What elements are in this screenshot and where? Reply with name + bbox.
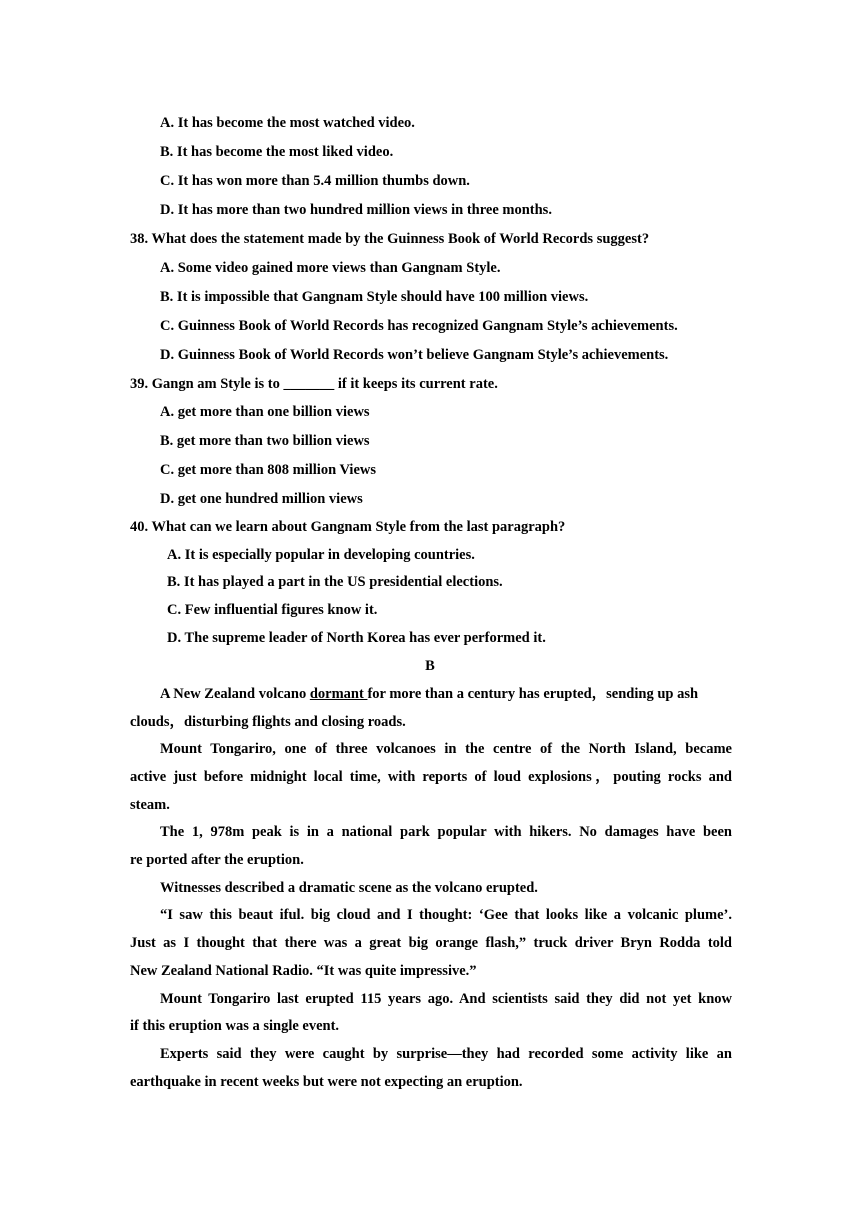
text-run: for more than a century has erupted，sending up ash: [367, 686, 699, 702]
passage-p2-line3: steam.: [130, 797, 170, 813]
underlined-word: dormant: [309, 686, 368, 702]
q39-stem: 39. Gangn am Style is to _______ if it keeps its current rate.: [130, 376, 498, 392]
passage-p5-line1: “I saw this beaut iful. big cloud and I thought: ‘Gee that looks like a volcanic plume’.: [160, 907, 732, 923]
q38-option-c: C. Guinness Book of World Records has recognized Gangnam Style’s achievements.: [160, 318, 678, 334]
q38-option-b: B. It is impossible that Gangnam Style should have 100 million views.: [160, 289, 589, 305]
q38-stem: 38. What does the statement made by the Guinness Book of World Records suggest?: [130, 231, 650, 247]
q37-option-b: B. It has become the most liked video.: [160, 144, 394, 160]
q39-option-b: B. get more than two billion views: [160, 433, 370, 449]
section-heading: B: [425, 658, 435, 674]
q39-option-d: D. get one hundred million views: [160, 491, 363, 507]
q40-option-d: D. The supreme leader of North Korea has ever performed it.: [167, 630, 546, 646]
passage-p6-line1: Mount Tongariro last erupted 115 years ago. And scientists said they did not yet know: [160, 991, 732, 1007]
q37-option-a: A. It has become the most watched video.: [160, 115, 415, 131]
q37-option-d: D. It has more than two hundred million views in three months.: [160, 202, 552, 218]
q39-option-a: A. get more than one billion views: [160, 404, 370, 420]
q39-option-c: C. get more than 808 million Views: [160, 462, 377, 478]
passage-p6-line2: if this eruption was a single event.: [130, 1018, 340, 1034]
passage-p7-line1: Experts said they were caught by surprise—they had recorded some activity like an: [160, 1046, 732, 1062]
passage-p3-line1: The 1, 978m peak is in a national park popular with hikers. No damages have been: [160, 824, 732, 840]
passage-p2-line2: active just before midnight local time, with reports of loud explosions，pouting rocks and: [130, 769, 732, 785]
passage-p2-line1: Mount Tongariro, one of three volcanoes in the centre of the North Island, became: [160, 741, 732, 757]
passage-p3-line2: re ported after the eruption.: [130, 852, 304, 868]
q40-stem: 40. What can we learn about Gangnam Style from the last paragraph?: [130, 519, 566, 535]
passage-p1-line2: clouds，disturbing flights and closing roads.: [130, 714, 406, 730]
passage-p5-line3: New Zealand National Radio. “It was quite impressive.”: [130, 963, 477, 979]
q40-option-c: C. Few influential figures know it.: [167, 602, 378, 618]
q38-option-d: D. Guinness Book of World Records won’t believe Gangnam Style’s achievements.: [160, 347, 669, 363]
q40-option-a: A. It is especially popular in developing countries.: [167, 547, 475, 563]
passage-p7-line2: earthquake in recent weeks but were not expecting an eruption.: [130, 1074, 523, 1090]
q40-option-b: B. It has played a part in the US presidential elections.: [167, 574, 503, 590]
passage-p4: Witnesses described a dramatic scene as the volcano erupted.: [160, 880, 538, 896]
passage-p1-line1: [160, 685, 698, 703]
q37-option-c: C. It has won more than 5.4 million thumbs down.: [160, 173, 470, 189]
text-run: A New Zealand volcano: [160, 686, 310, 702]
passage-p5-line2: Just as I thought that there was a great big orange flash,” truck driver Bryn Rodda told: [130, 935, 732, 951]
q38-option-a: A. Some video gained more views than Gangnam Style.: [160, 260, 501, 276]
